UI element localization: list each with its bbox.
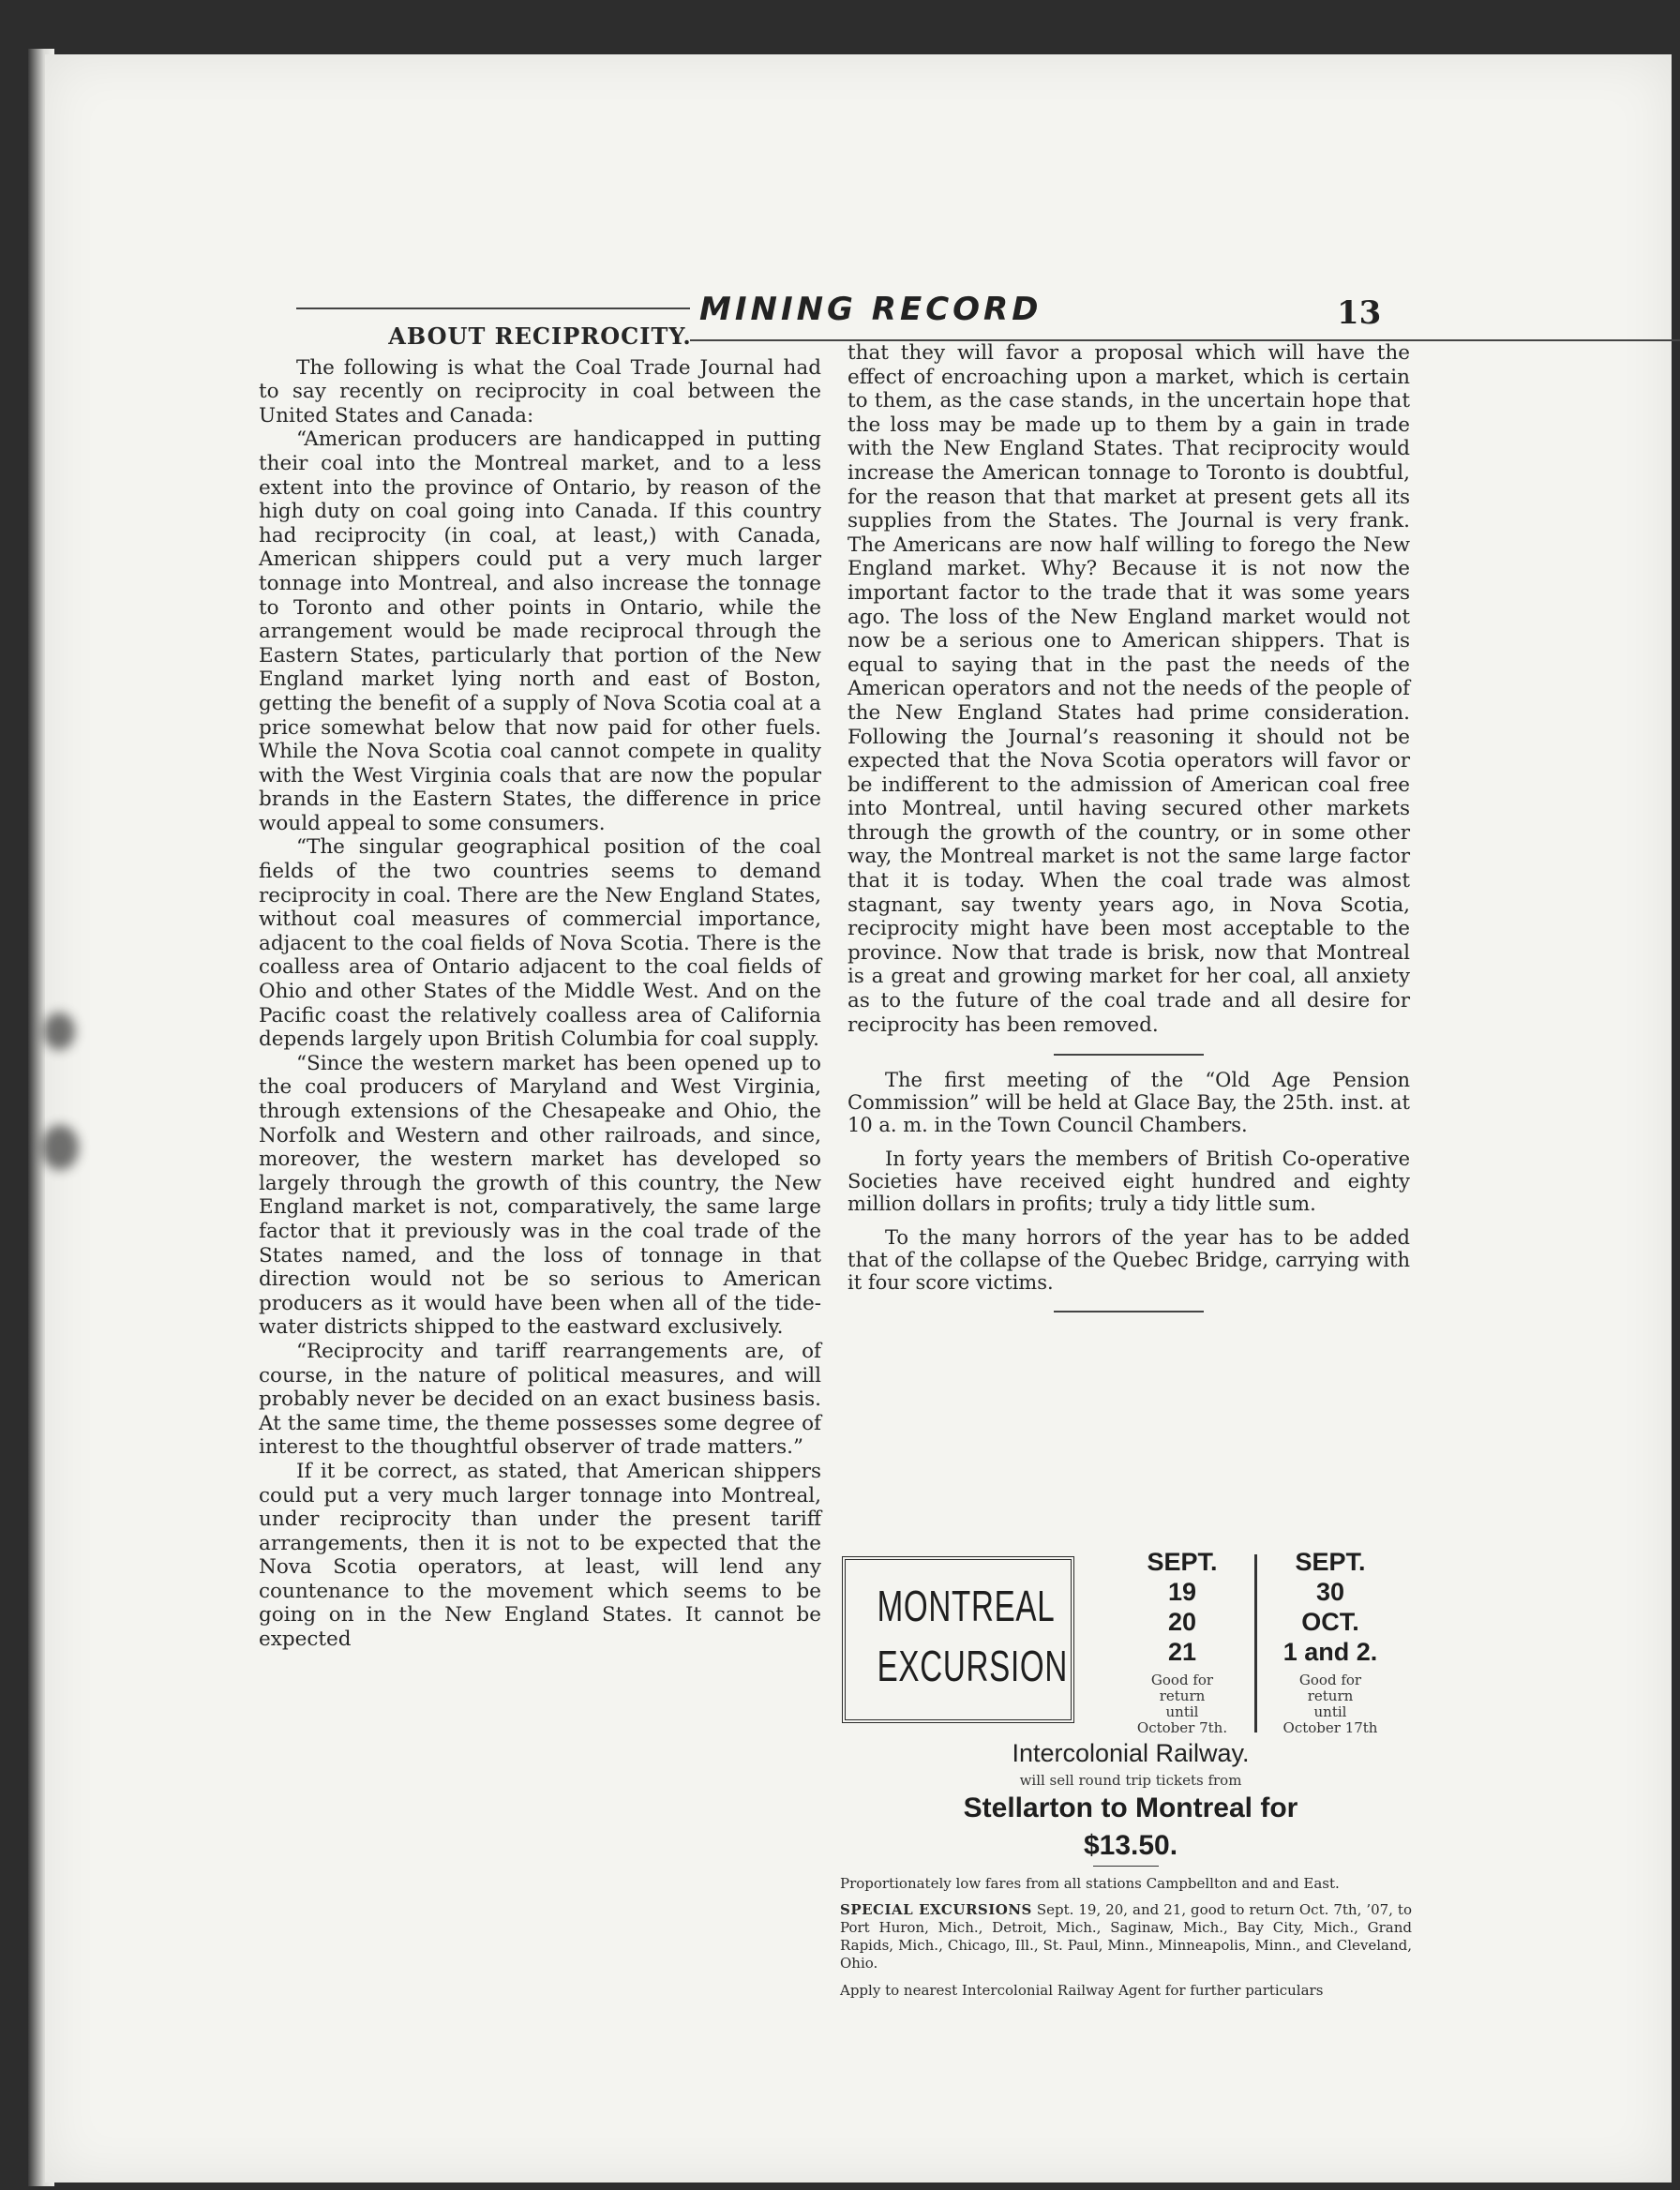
publication-title: MINING RECORD <box>699 291 1042 328</box>
ink-smudge <box>41 1125 79 1170</box>
page-number: 13 <box>1337 294 1382 332</box>
railway-advertisement <box>840 1547 1412 2016</box>
news-item: In forty years the members of British Co-operative Societies have received eight hundred and eighty million dollars in profits; truly a tidy little sum. <box>848 1148 1410 1216</box>
news-items <box>848 1069 1410 1294</box>
article-paragraph: “Since the western market has been opened up to the coal producers of Maryland and West Virginia, through extensions of the Chesapeake and Ohio, the Norfolk and Western and other railroads, and since, moreover, the western market has developed so largely through the growth of this country, the New England market is not, comparatively, the same large factor that it previously was in the coal trade of the States named, and the loss of tonnage in that direction would not be so serious to American producers as it would have been when all of the tide-water districts shipped to the eastward exclusively. <box>259 1051 821 1340</box>
return-note-line: Good for <box>1298 1672 1362 1688</box>
article-paragraph: “Reciprocity and tariff rearrangements are, of course, in the nature of political measures, and will probably never be decided on an exact business basis. At the same time, the theme possesses some degree of interest to the thoughtful observer of trade matters.” <box>259 1339 821 1460</box>
article-paragraph-continued: that they will favor a proposal which will have the effect of encroaching upon a market, which is certain to them, as the case stands, in the uncertain hope that the loss may be made up to them by a gain in trade with the New England States. That reciprocity would increase the American tonnage to Toronto is doubtful, for the reason that that market at present gets all its supplies from the States. The Journal is very frank. The Americans are now half willing to forego the New England market. Why? Because it is not now the important factor to the trade that it was some years ago. The loss of the New England market would not now be a serious one to American shippers. That is equal to saying that in the past the needs of the American operators and not the needs of the people of the New England States had prime consideration. Following the Journal’s reasoning it should not be expected that the Nova Scotia operators will favor or be indifferent to the admission of American coal free into Montreal, until having secured other markets through the growth of the country, or in some other way, the Montreal market is not the same large factor that it is today. When the coal trade was almost stagnant, say twenty years ago, in Nova Scotia, reciprocity might have been most acceptable to the province. Now that trade is brisk, now that Montreal is a great and growing market for her coal, all anxiety as to the future of the coal trade and all desire for reciprocity has been removed. <box>848 341 1410 1037</box>
ink-smudge <box>43 1012 75 1050</box>
date-day: 19 <box>1167 1578 1197 1606</box>
railway-name: Intercolonial Railway. <box>1012 1739 1250 1767</box>
return-note-line: until <box>1165 1703 1199 1720</box>
article-paragraph: The following is what the Coal Trade Journal had to say recently on reciprocity in coal between the United States and Canada: <box>259 355 821 428</box>
date-day: 30 <box>1315 1578 1345 1606</box>
return-note <box>1112 1672 1252 1736</box>
date-day: 1 and 2. <box>1282 1638 1378 1666</box>
excursion-dates-first <box>1112 1547 1252 1736</box>
article-column-right <box>848 341 1410 1326</box>
apply-note: Apply to nearest Intercolonial Railway Agent for further particulars <box>840 1982 1324 1999</box>
date-day: 21 <box>1167 1638 1197 1666</box>
news-item: The first meeting of the “Old Age Pension Commission” will be held at Glace Bay, the 25th. inst. at 10 a. m. in the Town Council Chambers. <box>848 1069 1410 1137</box>
special-excursions-label: SPECIAL EXCURSIONS <box>840 1901 1032 1918</box>
date-day: 20 <box>1167 1608 1197 1636</box>
excursion-title-line: EXCURSION <box>877 1642 1068 1690</box>
header-rule <box>296 308 690 309</box>
section-divider <box>1054 1311 1204 1312</box>
return-note-line: October 17th <box>1282 1719 1378 1736</box>
return-note-line: Good for <box>1150 1672 1214 1688</box>
date-month: SEPT. <box>1295 1548 1366 1576</box>
special-excursions <box>840 1901 1412 1972</box>
proportionate-fares: Proportionately low fares from all stations Campbellton and and East. <box>840 1875 1340 1892</box>
article-paragraph: If it be correct, as stated, that American shippers could put a very much larger tonnage into Montreal, under reciprocity than under the present tariff arrangements, then it is not to be expected that the Nova Scotia operators, at least, will lend any countenance to the movement which seems to be going on in the New England States. It cannot be expected <box>259 1459 821 1652</box>
excursion-dates-second <box>1260 1547 1401 1736</box>
special-excursions-text: Sept. 19, 20, and 21, good to return Oct. 7th, ’07, to Port Huron, Mich., Detroit, Mich., Saginaw, Mich., Bay City, Mich., Grand Rapids, Mich., Chicago, Ill., St. Paul, Minn., Minneapolis, Minn., and Cleveland, Ohio. <box>840 1901 1412 1972</box>
news-item: To the many horrors of the year has to be added that of the collapse of the Quebec Bridge, carrying with it four score victims. <box>848 1226 1410 1295</box>
section-divider <box>1054 1054 1204 1056</box>
return-note-line: October 7th. <box>1136 1719 1228 1736</box>
return-note-line: until <box>1313 1703 1347 1720</box>
excursion-title-box <box>842 1556 1074 1723</box>
article-paragraph: “The singular geographical position of the coal fields of the two countries seems to demand reciprocity in coal. There are the New England States, without coal measures of commercial importance, adjacent to the coal fields of Nova Scotia. There is the coalless area of Ontario adjacent to the coal fields of Ohio and other States of the Middle West. And on the Pacific coast the relatively coalless area of California depends largely upon British Columbia for coal supply. <box>259 835 821 1052</box>
route: Stellarton to Montreal for <box>963 1792 1298 1823</box>
return-note-line: return <box>1159 1688 1206 1704</box>
return-note <box>1260 1672 1401 1736</box>
dates-divider <box>1254 1554 1257 1732</box>
return-note-line: return <box>1307 1688 1354 1704</box>
date-month: SEPT. <box>1147 1548 1218 1576</box>
ticket-offer: will sell round trip tickets from <box>1019 1772 1242 1789</box>
excursion-title-line: MONTREAL <box>877 1582 1056 1630</box>
ad-rule <box>1093 1866 1159 1867</box>
article-heading: ABOUT RECIPROCITY. <box>388 322 692 350</box>
article-column-left <box>259 324 821 1652</box>
article-paragraph: “American producers are handicapped in putting their coal into the Montreal market, and to a less extent into the province of Ontario, by reason of the high duty on coal going into Canada. If this country had reciprocity (in coal, at least,) with Canada, American shippers could put a very much larger tonnage into Montreal, and also increase the tonnage to Toronto and other points in Ontario, while the arrangement would be made reciprocal through the Eastern States, particularly that portion of the New England market lying north and east of Boston, getting the benefit of a supply of Nova Scotia coal at a price somewhat below that now paid for other fuels. While the Nova Scotia coal cannot compete in quality with the West Virginia coals that are now the popular brands in the Eastern States, the difference in price would appeal to some consumers. <box>259 428 821 835</box>
fare-price: $13.50. <box>1083 1830 1178 1861</box>
date-month: OCT. <box>1301 1608 1359 1636</box>
